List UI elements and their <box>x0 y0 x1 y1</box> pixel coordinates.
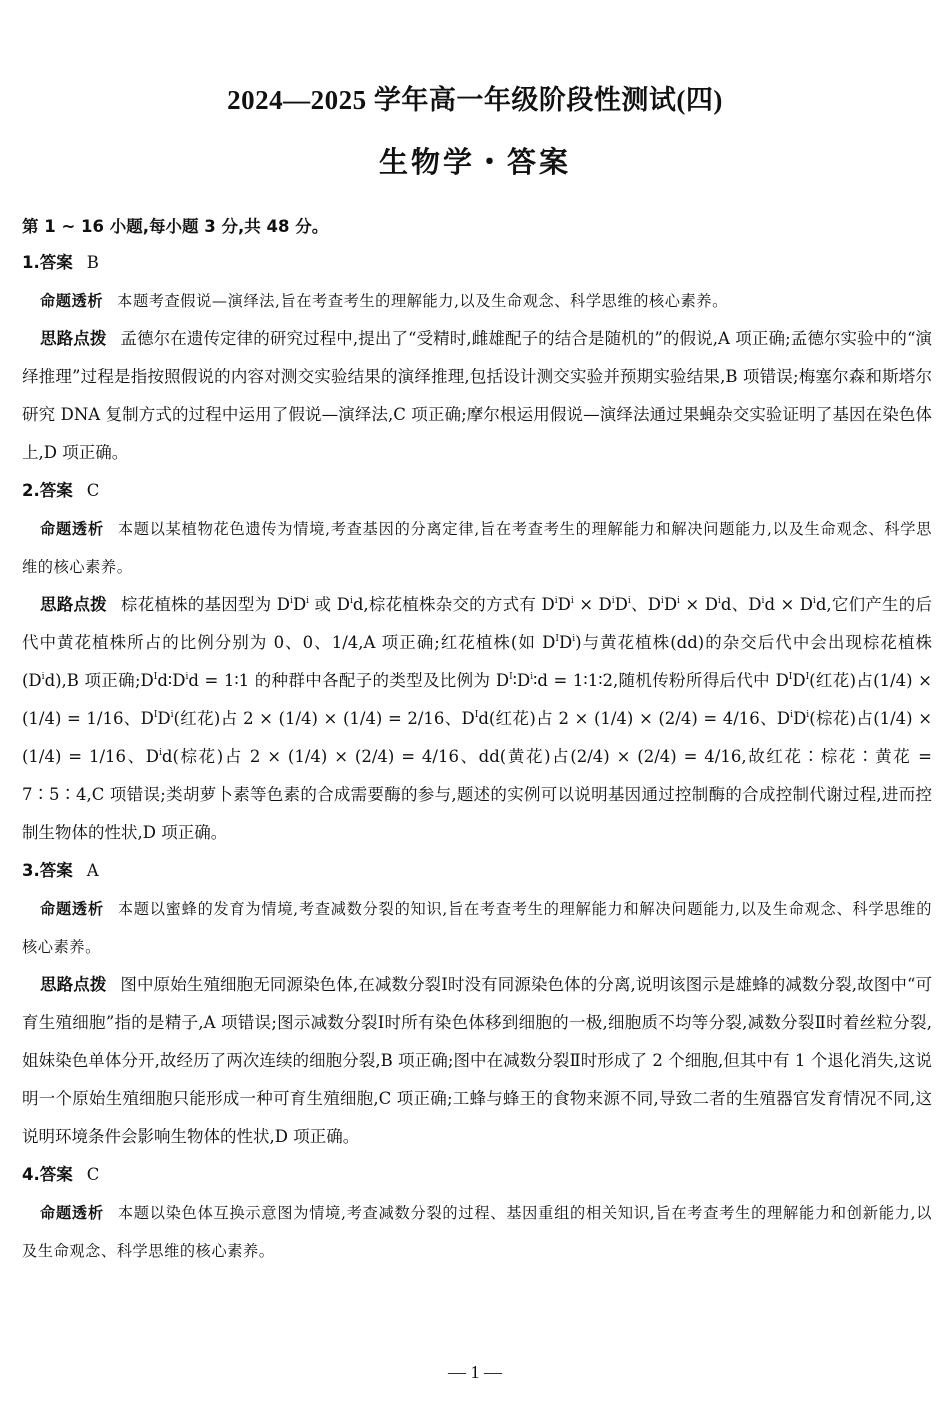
hint-text: 图中原始生殖细胞无同源染色体,在减数分裂Ⅰ时没有同源染色体的分离,说明该图示是雄蜂的减数分裂,故图中“可育生殖细胞”指的是精子,A 项错误;图示减数分裂Ⅰ时所有染色体移到细胞的一极,细胞质不均等分裂,减数分裂Ⅱ时着丝粒分裂,姐妹染色单体分开,故经历了两次连续的细胞分裂,B 项正确;图中在减数分裂Ⅱ时形成了 2 个细胞,但其中有 1 个退化消失,这说明一个原始生殖细胞只能形成一种可育生殖细胞,C 项正确;工蜂与蜂王的食物来源不同,导致二者的生殖器官发育情况不同,这说明环境条件会影响生物体的性状,D 项正确。 <box>22 975 932 1146</box>
hint-paragraph <box>22 586 932 852</box>
answer-value: A <box>86 861 99 880</box>
answer-label: 答案 <box>39 1165 73 1184</box>
answer-line <box>22 852 932 890</box>
analysis-paragraph <box>22 890 932 966</box>
hint-text-run: d(棕花)占 2 × (1/4) × (2/4) = 4/16、dd(黄花)占(2/4) × (2/4) = 4/16,故红花∶棕花∶黄花 = 7∶5∶4,C 项错误;类胡萝卜素等色素的合成需要酶的参与,题述的实例可以说明基因通过控制酶的合成控制代谢过程,进而控制生物体的性状,D 项正确。 <box>22 747 933 842</box>
question-1 <box>22 244 932 472</box>
hint-text-run: D <box>792 671 806 690</box>
allele-superscript: I <box>509 672 513 682</box>
hint-text-run: D <box>614 595 628 614</box>
hint-label: 思路点拨 <box>40 975 107 994</box>
allele-superscript: i <box>530 672 534 682</box>
answer-line <box>22 1156 932 1194</box>
question-number: 3. <box>22 861 40 880</box>
allele-superscript: i <box>185 672 189 682</box>
allele-superscript: i <box>717 596 721 606</box>
analysis-label: 命题透析 <box>40 1204 104 1222</box>
answer-label: 答案 <box>39 253 73 272</box>
allele-superscript: i <box>159 748 162 758</box>
analysis-paragraph <box>22 510 932 586</box>
hint-text-run: d,棕花植株杂交的方式有 D <box>352 595 555 614</box>
allele-superscript: i <box>611 596 615 606</box>
allele-superscript: I <box>153 672 158 682</box>
allele-superscript: i <box>761 596 765 606</box>
allele-superscript: i <box>660 596 664 606</box>
answer-value: C <box>86 481 100 500</box>
allele-superscript: I <box>555 634 559 644</box>
allele-superscript: i <box>290 596 293 606</box>
allele-superscript: I <box>153 710 158 720</box>
hint-text-run: (红花)占(1/4) × (1/4) = 1/16、D <box>22 671 932 728</box>
hint-paragraph <box>22 320 932 472</box>
hint-text-run: D <box>292 595 307 614</box>
analysis-label: 命题透析 <box>40 292 104 310</box>
hint-text-run: d、D <box>720 595 762 614</box>
allele-superscript: i <box>627 596 631 606</box>
hint-text-run: × D <box>679 595 718 614</box>
analysis-paragraph <box>22 1194 932 1270</box>
allele-superscript: i <box>349 596 353 606</box>
hint-text-run: D <box>793 709 807 728</box>
analysis-label: 命题透析 <box>40 900 104 918</box>
hint-label: 思路点拨 <box>40 329 107 348</box>
answer-value: C <box>86 1165 100 1184</box>
answer-label: 答案 <box>39 481 73 500</box>
hint-text-run: (红花)占 2 × (1/4) × (1/4) = 2/16、D <box>173 709 475 728</box>
hint-text: 孟德尔在遗传定律的研究过程中,提出了“受精时,雌雄配子的结合是随机的”的假说,A 项正确;孟德尔实验中的“演绎推理”过程是指按照假说的内容对测交实验结果的演绎推理,包括设计测交实验并预期实验结果,B 项错误;梅塞尔森和斯塔尔研究 DNA 复制方式的过程中运用了假说—演绎法,C 项正确;摩尔根运用假说—演绎法通过果蝇杂交实验证明了基因在染色体上,D 项正确。 <box>22 329 932 462</box>
hint-text-run: D <box>558 633 573 652</box>
hint-text-run: D <box>157 709 171 728</box>
question-number: 2. <box>22 481 40 500</box>
answer-line <box>22 472 932 510</box>
allele-superscript: i <box>170 710 174 720</box>
hint-paragraph <box>22 966 932 1156</box>
hint-text-run: 棕花植株的基因型为 D <box>120 595 291 614</box>
hint-text-run: D <box>557 595 571 614</box>
question-2 <box>22 472 932 852</box>
allele-superscript: i <box>812 596 816 606</box>
allele-superscript: i <box>41 672 45 682</box>
analysis-text: 本题以某植物花色遗传为情境,考查基因的分离定律,旨在考查考生的理解能力和解决问题能力,以及生命观念、科学思维的核心素养。 <box>22 520 932 576</box>
hint-text <box>22 595 932 842</box>
allele-superscript: i <box>306 596 310 606</box>
allele-superscript: i <box>790 710 794 720</box>
page-number: — 1 — <box>448 1362 502 1382</box>
question-3 <box>22 852 932 1156</box>
hint-text-run: ∶D <box>512 671 531 690</box>
allele-superscript: I <box>788 672 793 682</box>
hint-text-run: d∶D <box>157 671 186 690</box>
allele-superscript: I <box>474 710 479 720</box>
page-subtitle: 生物学・答案 <box>378 145 571 179</box>
hint-label: 思路点拨 <box>40 595 107 614</box>
allele-superscript: i <box>554 596 558 606</box>
hint-text-run: d,它们产生的后代中黄花植株所占的比例分别为 0、0、1/4,A 项正确;红花植株(如 D <box>22 595 932 652</box>
analysis-text: 本题考查假说—演绎法,旨在考查考生的理解能力,以及生命观念、科学思维的核心素养。 <box>117 292 728 310</box>
hint-text-run: d),B 项正确;D <box>44 671 154 690</box>
hint-text-run: ∶d = 1∶1∶2,随机传粉所得后代中 D <box>533 671 789 690</box>
hint-text-run: d × D <box>764 595 813 614</box>
hint-text-run: × D <box>573 595 612 614</box>
answer-line <box>22 244 932 282</box>
hint-text-run: D <box>663 595 678 614</box>
allele-superscript: I <box>805 672 810 682</box>
allele-superscript: i <box>677 596 680 606</box>
page-title: 2024—2025 学年高一年级阶段性测试(四) <box>227 85 723 115</box>
question-number: 4. <box>22 1165 40 1184</box>
question-4 <box>22 1156 932 1270</box>
analysis-text: 本题以染色体互换示意图为情境,考查减数分裂的过程、基因重组的相关知识,旨在考查考生的理解能力和创新能力,以及生命观念、科学思维的核心素养。 <box>22 1204 932 1260</box>
answer-label: 答案 <box>39 861 73 880</box>
analysis-label: 命题透析 <box>40 520 104 538</box>
hint-text-run: (棕花)占(1/4) × (1/4) = 1/16、D <box>22 709 933 766</box>
allele-superscript: i <box>806 710 810 720</box>
section-intro: 第 1 ~ 16 小题,每小题 3 分,共 48 分。 <box>22 217 329 236</box>
analysis-text: 本题以蜜蜂的发育为情境,考查减数分裂的知识,旨在考查考生的理解能力和解决问题能力,以及生命观念、科学思维的核心素养。 <box>22 900 932 956</box>
hint-text-run: )与黄花植株(dd)的杂交后代中会出现棕花植株(D <box>22 633 933 690</box>
allele-superscript: i <box>570 596 574 606</box>
allele-superscript: i <box>572 634 576 644</box>
hint-text-run: d = 1∶1 的种群中各配子的类型及比例为 D <box>188 671 510 690</box>
hint-text-run: d(红花)占 2 × (1/4) × (2/4) = 4/16、D <box>478 709 791 728</box>
hint-text-run: 、D <box>630 595 661 614</box>
question-number: 1. <box>22 253 40 272</box>
answer-value: B <box>86 253 99 272</box>
hint-text-run: 或 D <box>309 595 350 614</box>
analysis-paragraph <box>22 282 932 320</box>
answer-content <box>22 210 932 1270</box>
